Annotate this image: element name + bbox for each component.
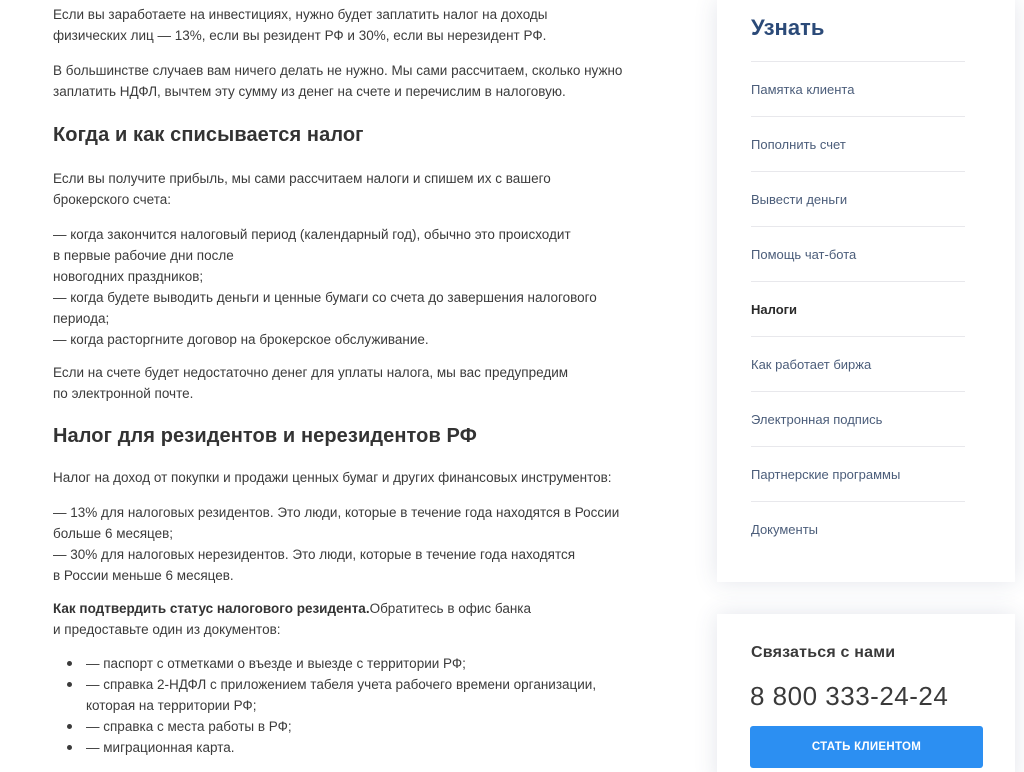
- text-line: новогодних праздников;: [53, 269, 204, 284]
- warning-paragraph: [53, 362, 653, 404]
- learn-item-withdraw[interactable]: Вывести деньги: [751, 172, 965, 227]
- confirm-status-paragraph: [53, 598, 653, 640]
- text-line: Обратитесь в офис банка: [369, 601, 532, 616]
- learn-item-client-memo[interactable]: Памятка клиента: [751, 62, 965, 117]
- list-item-text: которая на территории РФ;: [86, 698, 257, 713]
- list-item: [53, 653, 653, 674]
- text-line: — когда будете выводить деньги и ценные бумаги со счета до завершения налогового: [53, 290, 597, 305]
- text-line: больше 6 месяцев;: [53, 526, 174, 541]
- learn-item-top-up[interactable]: Пополнить счет: [751, 117, 965, 172]
- learn-card: [717, 0, 1015, 582]
- tax-rates-paragraph: [53, 502, 653, 586]
- intro-paragraph-1: Если вы заработаете на инвестициях, нужно будет заплатить налог на доходы физических лиц — 13%, если вы резидент РФ и 30%, если вы нерезидент РФ.: [53, 7, 548, 43]
- learn-item-documents[interactable]: Документы: [751, 521, 819, 537]
- bullet-icon: [67, 724, 72, 729]
- learn-item-taxes[interactable]: Налоги: [751, 282, 965, 337]
- text-line: — 30% для налоговых нерезидентов. Это люди, которые в течение года находятся: [53, 547, 576, 562]
- text-line: Если на счете будет недостаточно денег для уплаты налога, мы вас предупредим: [53, 365, 569, 380]
- bullet-icon: [67, 745, 72, 750]
- contact-card: [717, 614, 1015, 772]
- profit-paragraph: Если вы получите прибыль, мы сами рассчитаем налоги и спишем их с вашего брокерского счета:: [53, 171, 551, 207]
- learn-nav-list: [751, 61, 965, 556]
- list-item: [53, 737, 653, 758]
- learn-item-partner-programs[interactable]: Партнерские программы: [751, 447, 965, 502]
- section-heading-when: Когда и как списывается налог: [53, 124, 364, 146]
- confirm-status-heading: Как подтвердить статус налогового резидента.: [53, 601, 370, 616]
- text-line: и предоставьте один из документов:: [53, 622, 281, 637]
- list-item-text: — справка с места работы в РФ;: [86, 719, 292, 734]
- article: [53, 4, 653, 758]
- bullet-icon: [67, 682, 72, 687]
- list-item-text: — справка 2-НДФЛ с приложением табеля учета рабочего времени организации,: [86, 677, 597, 692]
- text-line: — когда закончится налоговый период (календарный год), обычно это происходит: [53, 227, 571, 242]
- contact-title: Связаться с нами: [751, 644, 896, 661]
- text-line: периода;: [53, 311, 110, 326]
- text-line: в первые рабочие дни после: [53, 248, 234, 263]
- text-line: — 13% для налоговых резидентов. Это люди, которые в течение года находятся в России: [53, 505, 620, 520]
- text-line: по электронной почте.: [53, 386, 194, 401]
- list-item-text: — миграционная карта.: [86, 740, 235, 755]
- list-item: [53, 716, 653, 737]
- become-client-button[interactable]: СТАТЬ КЛИЕНТОМ: [750, 726, 983, 768]
- section-heading-residents: Налог для резидентов и нерезидентов РФ: [53, 425, 477, 447]
- tax-deduction-cases: [53, 224, 653, 350]
- intro-paragraph-2: В большинстве случаев вам ничего делать не нужно. Мы сами рассчитаем, сколько нужно заплатить НДФЛ, вычтем эту сумму из денег на счете и перечислим в налоговую.: [53, 63, 623, 99]
- text-line: в России меньше 6 месяцев.: [53, 568, 234, 583]
- list-item: [53, 674, 653, 716]
- learn-item-chatbot-help[interactable]: Помощь чат-бота: [751, 227, 965, 282]
- learn-title: Узнать: [751, 15, 825, 40]
- income-paragraph: Налог на доход от покупки и продажи ценных бумаг и других финансовых инструментов:: [53, 470, 612, 485]
- learn-item-how-exchange-works[interactable]: Как работает биржа: [751, 337, 965, 392]
- bullet-icon: [67, 661, 72, 666]
- list-item-text: — паспорт с отметками о въезде и выезде с территории РФ;: [86, 656, 466, 671]
- text-line: — когда расторгните договор на брокерское обслуживание.: [53, 332, 429, 347]
- documents-list: [53, 653, 653, 758]
- learn-item-e-signature[interactable]: Электронная подпись: [751, 392, 965, 447]
- contact-phone[interactable]: 8 800 333-24-24: [750, 681, 949, 711]
